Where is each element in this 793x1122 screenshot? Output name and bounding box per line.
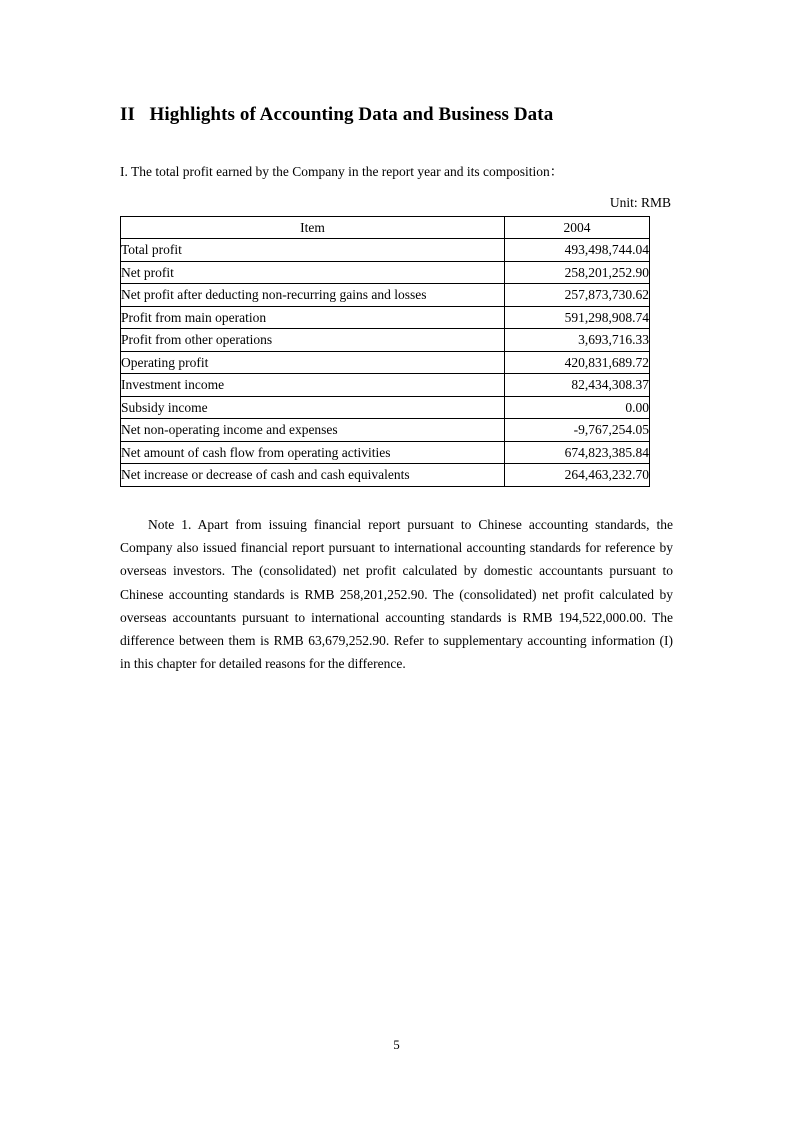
row-value: 82,434,308.37 [505,374,650,397]
table-row [121,306,650,329]
section-heading: II Highlights of Accounting Data and Business Data [120,104,554,125]
unit-label: Unit: RMB [609,195,671,211]
table-header-row [121,216,650,239]
note-paragraph: Note 1. Apart from issuing financial report pursuant to Chinese accounting standards, the Company also issued financial report pursuant to international accounting standards for reference by overseas investors. The (consolidated) net profit calculated by domestic accountants pursuant to Chinese accounting standards is RMB 258,201,252.90. The (consolidated) net profit calculated by overseas accountants pursuant to international accounting standards is RMB 194,522,000.00. The difference between them is RMB 63,679,252.90. Refer to supplementary accounting information (I) in this chapter for detailed reasons for the difference. [120,516,673,672]
row-label: Net non-operating income and expenses [121,419,505,442]
row-label: Net increase or decrease of cash and cash equivalents [121,464,505,487]
row-label: Net profit after deducting non-recurring gains and losses [121,284,505,307]
row-value: 264,463,232.70 [505,464,650,487]
page-number: 5 [393,1037,400,1052]
table-row [121,441,650,464]
table-row [121,261,650,284]
page-content [120,0,673,675]
table-row [121,329,650,352]
row-label: Total profit [121,239,505,262]
row-value: -9,767,254.05 [505,419,650,442]
row-value: 591,298,908.74 [505,306,650,329]
row-label: Net amount of cash flow from operating activities [121,441,505,464]
row-label: Investment income [121,374,505,397]
table-row [121,351,650,374]
row-value: 674,823,385.84 [505,441,650,464]
column-header-item: Item [121,216,505,239]
table-row [121,396,650,419]
table-row [121,464,650,487]
row-label: Net profit [121,261,505,284]
row-value: 258,201,252.90 [505,261,650,284]
row-value: 3,693,716.33 [505,329,650,352]
row-value: 0.00 [505,396,650,419]
intro-line: I. The total profit earned by the Company in the report year and its composition： [120,163,564,179]
table-row [121,239,650,262]
column-header-year: 2004 [505,216,650,239]
row-label: Profit from main operation [121,306,505,329]
table-row [121,419,650,442]
row-label: Subsidy income [121,396,505,419]
row-label: Profit from other operations [121,329,505,352]
table-row [121,374,650,397]
table-row [121,284,650,307]
accounting-data-table [120,216,650,487]
row-label: Operating profit [121,351,505,374]
row-value: 420,831,689.72 [505,351,650,374]
row-value: 493,498,744.04 [505,239,650,262]
row-value: 257,873,730.62 [505,284,650,307]
